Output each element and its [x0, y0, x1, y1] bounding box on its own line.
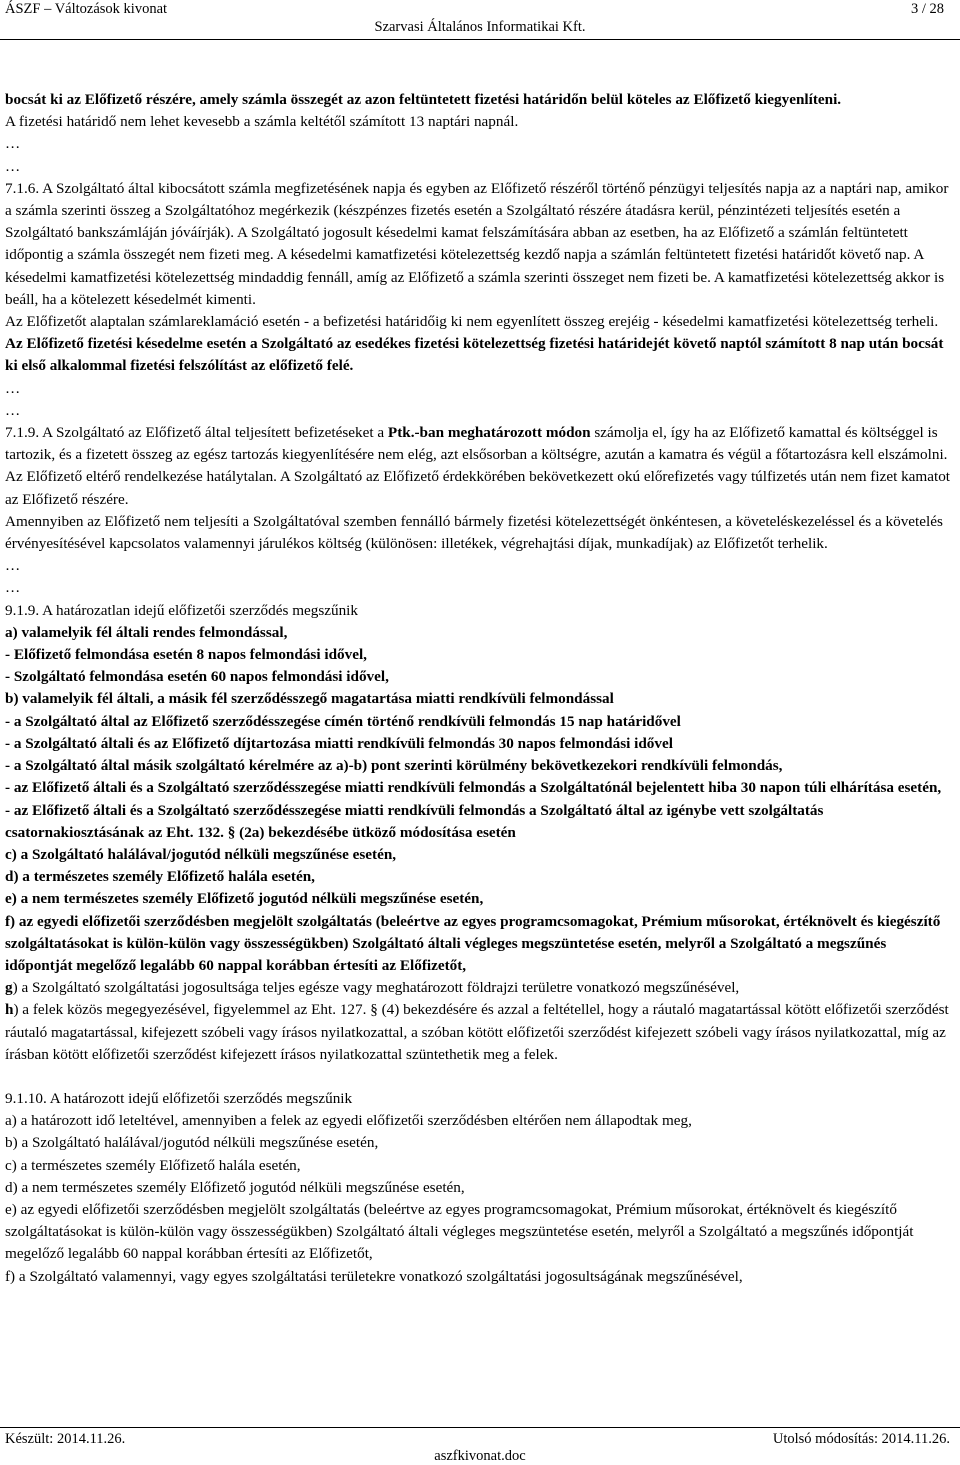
ellipsis: … — [5, 579, 21, 597]
list-item: b) valamelyik fél általi, a másik fél szerződésszegő magatartása miatti rendkívüli felmondással — [5, 690, 614, 708]
ellipsis: … — [5, 557, 21, 575]
page-footer — [0, 1428, 960, 1464]
list-item: e) az egyedi előfizetői szerződésben megjelölt szolgáltatás (beleértve az egyes programcsomagokat, Prémium műsorokat, értéknövelt és kiegészítő szolgáltatásokat is külön-külön vagy összességükben) Szolgáltató általi végleges megszüntetése esetén, melyről a Szolgáltató a megszűnés időpontját megelőző legalább 60 nappal korábban értesíti az Előfizetőt, — [5, 1200, 914, 1263]
ellipsis: … — [5, 157, 21, 175]
list-item: b) a Szolgáltató halálával/jogutód nélküli megszűnése esetén, — [5, 1134, 379, 1152]
header-rule — [0, 39, 960, 40]
paragraph: Az Előfizető fizetési késedelme esetén a Szolgáltató az esedékes fizetési kötelezettség fizetési határidejét követő naptól számított 8 nap után bocsát ki első alkalommal fizetési felszólítást az előfizető felé. — [5, 335, 944, 375]
spacer — [5, 1066, 953, 1088]
list-item: - a Szolgáltató általi és az Előfizető díjtartozása miatti rendkívüli felmondás 30 napos felmondási idővel — [5, 734, 673, 752]
footer-modified: Utolsó módosítás: 2014.11.26. — [772, 1431, 950, 1447]
list-item: - Szolgáltató felmondása esetén 60 napos felmondási idővel, — [5, 668, 389, 686]
paragraph: A fizetési határidő nem lehet kevesebb a számla keltétől számított 13 naptári napnál. — [5, 113, 519, 131]
section-7-1-9: 7.1.9. A Szolgáltató az Előfizető által teljesített befizetéseket a Ptk.-ban meghatározott módon számolja el, így ha az Előfizető kamattal és költséggel is tartozik, és a fizetett összeg az egész tartozás kiegyenlítésére nem elég, azt elsősorban a költségre, azután a kamatra és végül a főtartozásra kell elszámolni. Az Előfizető eltérő rendelkezése hatálytalan. A Szolgáltató az Előfizető érdekkörében bekövetkezett okú előrefizetés vagy túlfizetés után nem fizet kamatot az Előfizető részére. — [5, 424, 951, 508]
list-item: g) a Szolgáltató szolgáltatási jogosultsága teljes egésze vagy meghatározott földrajzi területre vonatkozó megszűnésével, — [5, 979, 740, 997]
section-9-1-10-heading: 9.1.10. A határozott idejű előfizetői szerződés megszűnik — [5, 1089, 353, 1107]
page-header — [0, 0, 960, 35]
ellipsis: … — [5, 379, 21, 397]
list-item: d) a természetes személy Előfizető halála esetén, — [5, 868, 315, 886]
section-9-1-9-heading: 9.1.9. A határozatlan idejű előfizetői szerződés megszűnik — [5, 601, 358, 619]
footer-created: Készült: 2014.11.26. — [5, 1431, 126, 1447]
ellipsis: … — [5, 135, 21, 153]
paragraph: bocsát ki az Előfizető részére, amely számla összegét az azon feltüntetett fizetési határidőn belül köteles az Előfizető kiegyenlíteni. — [5, 91, 842, 108]
list-item: - az Előfizető általi és a Szolgáltató szerződésszegése miatti rendkívüli felmondás a Szolgáltató által az igénybe vett szolgáltatás csatornakiosztásának az Eht. 132. § (2a) bekezdésébe ütköző módosítása esetén — [5, 801, 824, 841]
list-item: - a Szolgáltató által az Előfizető szerződésszegése címén történő rendkívüli felmondás 15 nap határidővel — [5, 712, 681, 730]
list-item: h) a felek közös megegyezésével, figyelemmel az Eht. 127. § (4) bekezdésére és azzal a feltétellel, hogy a ráutaló magatartással kötött előfizetői szerződést ráutaló magatartással, kifejezett szóbeli vagy írásos nyilatkozattal, a szóban kötött előfizetői szerződést kifejezett szóbeli vagy írásos nyilatkozattal, míg az írásban kötött előfizetői szerződést kifejezett írásos nyilatkozattal szüntethetik meg a felek. — [5, 1001, 949, 1063]
header-page-number: 3 / 28 — [910, 1, 944, 17]
paragraph: Amennyiben az Előfizető nem teljesíti a Szolgáltatóval szemben fennálló bármely fizetési kötelezettségét önkéntesen, a követeléskezeléssel és a követelés érvényesítésével kapcsolatos valamennyi járulékos költség (különösen: illetékek, végrehajtási díjak, munkadíjak) az Előfizetőt terhelik. — [5, 512, 943, 553]
header-company: Szarvasi Általános Informatikai Kft. — [374, 19, 586, 35]
footer-filename: aszfkivonat.doc — [434, 1448, 526, 1464]
list-item: a) a határozott idő leteltével, amennyiben a felek az egyedi előfizetői szerződésben eltérően nem állapodtak meg, — [5, 1112, 692, 1130]
list-item: a) valamelyik fél általi rendes felmondással, — [5, 623, 288, 641]
list-item: - Előfizető felmondása esetén 8 napos felmondási idővel, — [5, 646, 367, 664]
document-body — [5, 89, 953, 1288]
list-item: c) a természetes személy Előfizető halála esetén, — [5, 1156, 301, 1174]
list-item: - az Előfizető általi és a Szolgáltató szerződésszegése miatti rendkívüli felmondás a Szolgáltatónál bejelentett hiba 30 napon túli elhárítása esetén, — [5, 779, 942, 797]
list-item: e) a nem természetes személy Előfizető jogutód nélküli megszűnése esetén, — [5, 890, 484, 908]
list-item: - a Szolgáltató által másik szolgáltató kérelmére az a)-b) pont szerinti körülmény bekövetkezekori rendkívüli felmondás, — [5, 757, 783, 775]
list-item: c) a Szolgáltató halálával/jogutód nélküli megszűnése esetén, — [5, 845, 397, 863]
list-item: d) a nem természetes személy Előfizető jogutód nélküli megszűnése esetén, — [5, 1178, 465, 1196]
list-item: f) a Szolgáltató valamennyi, vagy egyes szolgáltatási területekre vonatkozó szolgáltatási jogosultságának megszűnésével, — [5, 1267, 743, 1285]
header-title: ÁSZF – Változások kivonat — [5, 1, 168, 17]
list-item: f) az egyedi előfizetői szerződésben megjelölt szolgáltatás (beleértve az egyes programcsomagokat, Prémium műsorokat, értéknövelt és kiegészítő szolgáltatásokat is külön-külön vagy összességükben) Szolgáltató általi végleges megszüntetése esetén, melyről a Szolgáltató a megszűnés időpontját megelőző legalább 60 nappal korábban értesíti az Előfizetőt, — [5, 912, 941, 974]
section-7-1-6: 7.1.6. A Szolgáltató által kibocsátott számla megfizetésének napja és egyben az Előfizető részéről történő pénzügyi teljesítés napja az a naptári nap, amikor a számla szerinti összeg a Szolgáltatóhoz megérkezik (készpénzes fizetés esetén a Szolgáltató részére átadásra kerül, pénzintézeti teljesítés esetén a Szolgáltató bankszámláján jóváírják). A Szolgáltató jogosult késedelmi kamat felszámítására abban az esetben, ha az Előfizető a számlán feltüntetett időpontig a számla összegét nem fizeti meg. A késedelmi kamatfizetési kötelezettség kezdő napja a számlán feltüntetett fizetési határidőt követő nap. A késedelmi kamatfizetési kötelezettség mindaddig fennáll, amíg az Előfizető a számla szerinti összeget nem fizeti be. A kamatfizetési kötelezettség akkor is beáll, ha a kötelezett késedelmét kimenti. — [5, 179, 949, 308]
paragraph: Az Előfizetőt alaptalan számlareklamáció esetén - a befizetési határidőig ki nem egyenlített összeg erejéig - késedelmi kamatfizetési kötelezettség terheli. — [5, 313, 939, 331]
ellipsis: … — [5, 401, 21, 419]
